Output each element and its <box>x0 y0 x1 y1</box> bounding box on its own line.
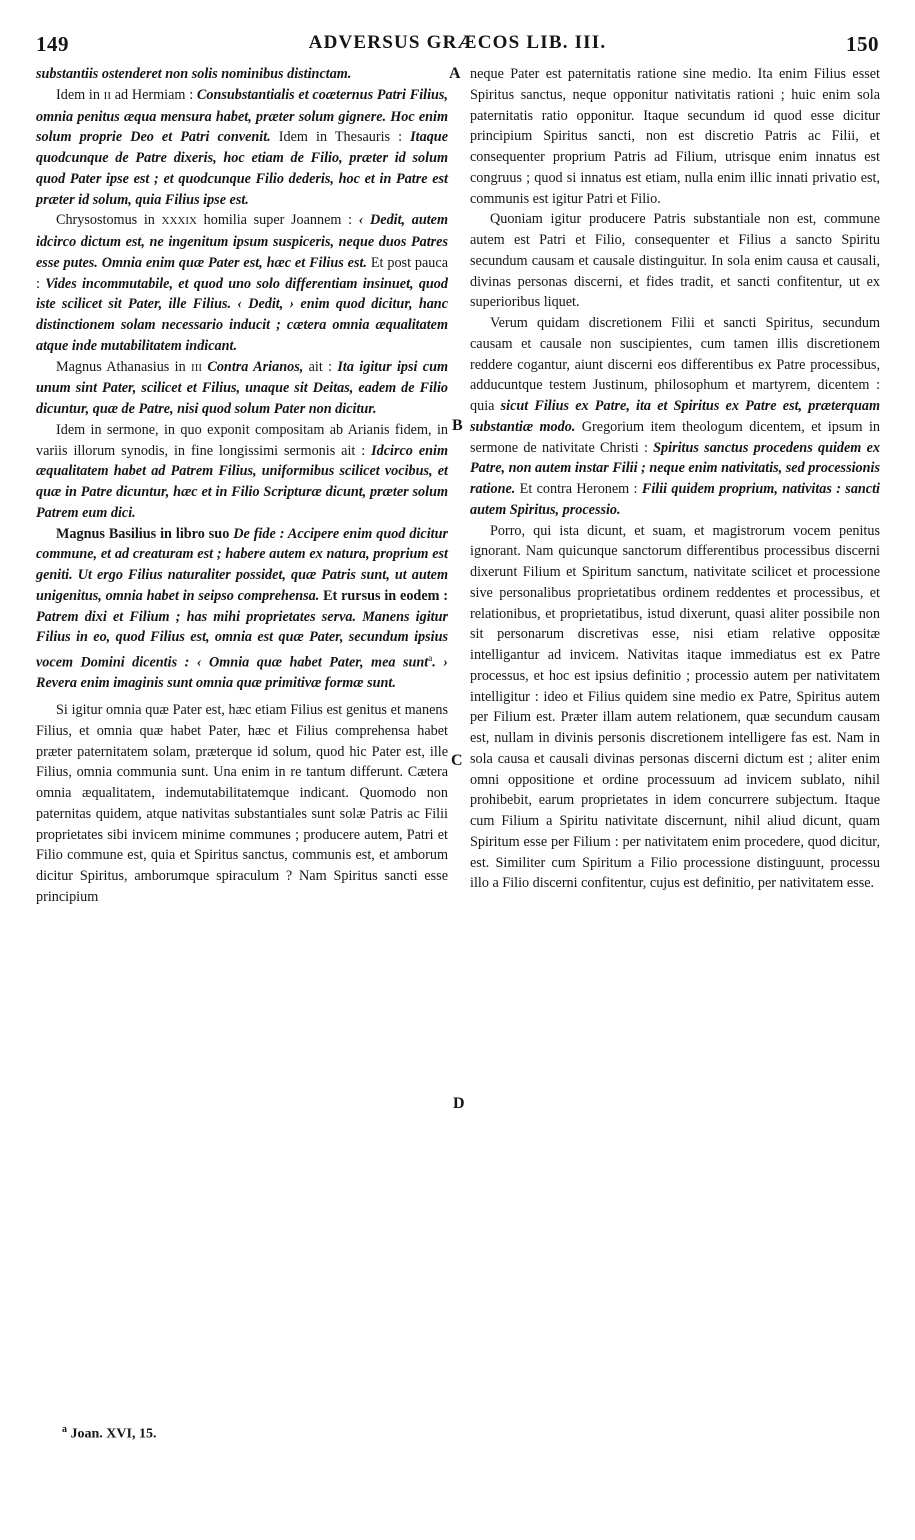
footnote-ref[interactable]: a <box>428 653 433 663</box>
text: ad Hermiam : <box>114 86 197 103</box>
margin-letter-d: D <box>453 1095 465 1112</box>
page-header <box>36 32 879 58</box>
paragraph <box>470 521 880 895</box>
margin-letter-c: C <box>451 752 463 769</box>
italic-text: ‹ Dedit, autem idcirco dictum est, ne ingenitum ipsum suspiceris, neque duos Patres esse putes. Omnia enim quæ Pater est, hæc et Filius est. <box>36 212 448 271</box>
text: ait : <box>303 358 338 375</box>
italic-text: substantiis ostenderet non solis nominibus distinctam. <box>36 66 352 82</box>
roman-numeral: III <box>191 361 203 374</box>
italic-text: De fide : <box>233 525 285 542</box>
roman-numeral: II <box>103 89 111 102</box>
text: Magnus Athanasius in <box>56 358 192 375</box>
footnote-text: Joan. XVI, 15. <box>67 1426 157 1442</box>
italic-text: Idcirco enim æqualitatem habet ad Patrem Filius, uniformibus scilicet vocibus, et quæ in Patre dicuntur, hæc et in Filio Scripturæ dicunt, præter solum Patrem eum dici. <box>36 442 448 521</box>
italic-text: Consubstantialis et coæternus Patri Filius, omnia penitus æqua mensura habet, præter solum gignere. Hoc enim solum proprie Deo et Patri convenit. <box>36 86 448 146</box>
page-number-left: 149 <box>36 32 69 56</box>
italic-text: sicut Filius ex Patre, ita et Spiritus ex Patre est, præterquam substantiæ modo. <box>470 398 880 435</box>
text: Chrysostomus in <box>56 212 162 229</box>
footnote <box>62 1424 156 1443</box>
running-title: ADVERSUS GRÆCOS LIB. III. <box>308 32 607 53</box>
italic-text: Accipere enim quod dicitur commune, et ad creaturam est ; habere autem ex natura, proprium est geniti. Ut ergo Filius naturaliter possidet, quæ Patris sunt, ut autem unigenitus, omnia habet in seipso comprehensa. <box>36 525 448 604</box>
text: Et rursus in eodem : <box>319 587 448 604</box>
text: Idem in Thesauris : <box>270 129 411 146</box>
italic-text: Ita igitur ipsi cum unum sint Pater, scilicet et Filius, unaque sit Deitas, eadem de Filio dicuntur, quæ de Patre, nisi quod solum Pater non dicitur. <box>36 358 449 417</box>
text: homilia super Joannem : <box>196 212 359 229</box>
italic-text: Contra Arianos, <box>207 358 304 375</box>
text: Magnus Basilius in libro suo <box>56 525 234 542</box>
text: Gregorium item theologum dicentem, et ipsum in sermone de nativitate Christi : <box>470 418 880 456</box>
paragraph <box>36 524 448 695</box>
margin-letter-a: A <box>449 65 461 82</box>
right-column <box>470 64 880 894</box>
roman-numeral: XXXIX <box>161 215 197 228</box>
text: neque Pater est paternitatis ratione sine medio. Ita enim Filius esset Spiritus sanctus, neque opponitur nativitatis rationi ; huic enim sola paternitatis ratio opponitur. Itaque secundum id quod esse dicitur principium Spiritus sancti, non est discretio Patris ac Filii, et consequenter proprium Patris ad Filium, utrisque enim innatus est congruus ; quod si innatus est etiam, nulla enim illic innati privatio est, communis est igitur Patri et Filio. <box>470 66 880 207</box>
text: Idem in <box>56 86 104 103</box>
paragraph <box>36 64 448 85</box>
text: Idem in sermone, in quo exponit compositam ab Arianis fidem, in variis illorum synodis, in fine longissimi sermonis ait : <box>36 421 448 459</box>
paragraph <box>36 210 448 356</box>
text: Verum quidam discretionem Filii et sancti Spiritus, secundum causam et causale non suscipientes, cum tamen illis discretionem reddere cogantur, aiunt discerni eos differentibus ex Patre processibus, adducuntque testem Justinum, philosophum et martyrem, dicentem : quia <box>470 315 880 414</box>
footnote-mark: a <box>62 1424 67 1435</box>
paragraph <box>470 313 880 521</box>
paragraph <box>470 209 880 313</box>
margin-letter-b: B <box>452 417 463 434</box>
text: Si igitur omnia quæ Pater est, hæc etiam Filius est genitus et manens Filius, et omnia quæ habet Pater, hæc et Filius comprehensa habet præter paternitatem solam, præterque id solum, quod hic Pater est, ille Filius, omnia communia sunt. Una enim in re tantum differunt. Cætera omnia æqualitatem, indemutabilitatemque indicant. Quomodo non paternitas quidem, atque nativitas substantiales sunt solæ Patris ac Filii proprietates sibi invicem minime communes ; producere autem, Patri et Filio commune est, quia et Spiritus sanctus, communis est, et amborum dicitur Spiritus, amborumque spiraculum ? Nam Spiritus sancti esse principium <box>36 702 448 905</box>
italic-text: Vides incommutabile, et quod uno solo differentiam insinuet, quod iste scilicet sit Pater, ille Filius. ‹ Dedit, › enim quod dicitur, hanc distinctionem solam necessario inducit ; cætera omnia æqualitatem atque inde mutabilitatem indicant. <box>36 275 448 354</box>
left-column <box>36 64 448 908</box>
text: Quoniam igitur producere Patris substantiale non est, commune autem est Patri et Filio, consequenter et Filius a sancto Spiritu secundum causam et causale distinguitur. In sola enim causa et causali, divinas personas discerni, et fides tradit, et sancti confitentur, ut ex superioribus liquet. <box>470 211 880 311</box>
italic-text: Filii quidem proprium, nativitas : sancti autem Spiritus, processio. <box>470 481 880 518</box>
text: Et post pauca : <box>36 254 448 292</box>
paragraph <box>470 64 880 209</box>
paragraph <box>36 357 448 420</box>
paragraph <box>36 420 448 524</box>
italic-text: Spiritus sanctus procedens quidem ex Patre, non autem instar Filii ; neque enim nativitatis, sed processionis ratione. <box>470 439 881 497</box>
italic-text: Patrem dixi et Filium ; has mihi proprietates serva. Manens igitur Filius in eo, quod Filius est, omnia est quæ Pater, secundum ipsius vocem Domini dicentis : ‹ Omnia quæ habet Pater, mea sunt <box>36 608 448 671</box>
italic-text: . › Revera enim imaginis sunt omnia quæ primitivæ formæ sunt. <box>36 654 448 692</box>
paragraph <box>36 85 448 211</box>
paragraph <box>36 700 448 908</box>
text: Porro, qui ista dicunt, et suam, et magistrorum vocem penitus ignorant. Nam quicunque sanctorum differentibus processibus discerni dixerunt Filium et Spiritum sanctum, nativitate scilicet et processione sive personalibus proprietatibus ordinem reddentes et processibus, et relationibus, et proprietatibus, istud dixerunt, quasi aliter possibile non sit personarum discretivas esse, nisi etiam relative oppositæ intelligantur ad invicem. Nativitas itaque immediatus est ex Patre processus, et hoc est ipsius definitio ; processio autem per nativitatem intelligitur : ideo et Filius quidem sine medio ex Patre, Spiritus autem per Filium est. Præter illam autem relationem, quæ secundum causam est, nullam in divinis personis discretionem intelligere fas est. Nam in sola causa et causali divinas personas discerni dictum est ; aliter enim omni oppositione et ordine processuum ad invicem sublato, nihil prohibebit, earum proprietates in idem concurrere subjectum. Itaque cum Filium a Spiritu nativitate discernunt, nihil aliud dicunt, quam Spiritum esse per Filium : per nativitatem enim procedere, quod dicitur, est. Similiter cum Spiritum a Filio processione distinguunt, processu illo a Filio discerni confitentur, cujus est definitio, per nativitatem esse. <box>470 522 880 892</box>
italic-text: Itaque quodcunque de Patre dixeris, hoc etiam de Filio, præter id solum quod Pater ipse est ; et quodcunque Filio dederis, hoc et in Patre est præter id solum, quia Filius ipse est. <box>36 129 448 208</box>
page-number-right: 150 <box>846 32 879 56</box>
text: Et contra Heronem : <box>515 481 642 497</box>
